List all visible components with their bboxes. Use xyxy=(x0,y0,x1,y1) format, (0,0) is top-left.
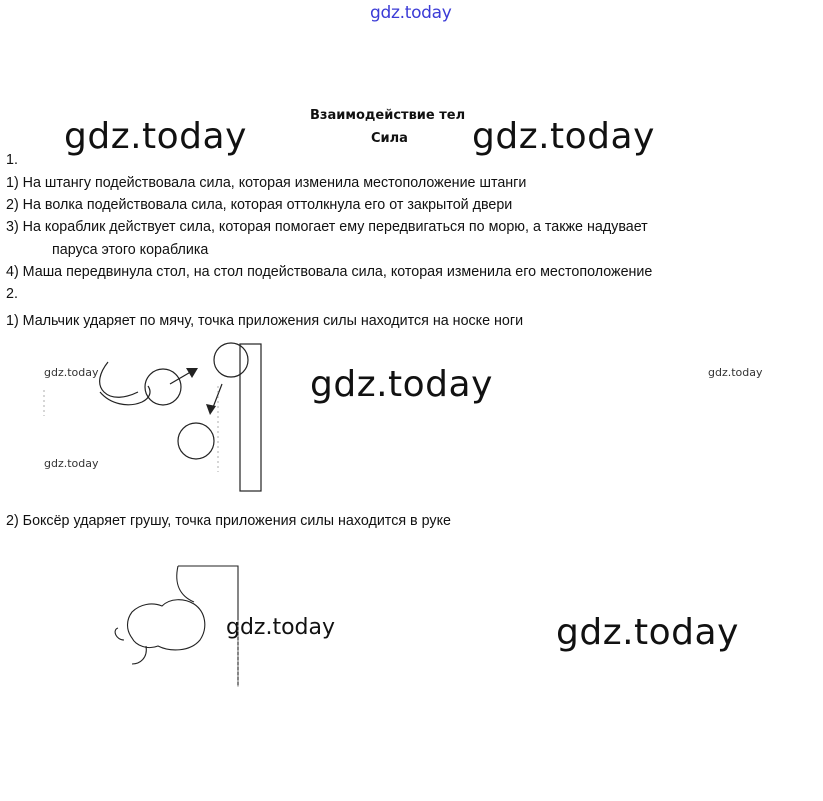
watermark-large: gdz.today xyxy=(64,116,247,157)
watermark-top: gdz.today xyxy=(370,3,452,23)
answer-line: 1) На штангу подействовала сила, которая изменила местоположение штанги xyxy=(6,175,527,191)
punching-bag xyxy=(178,566,238,686)
watermark-small: gdz.today xyxy=(44,366,99,379)
page-title: Взаимодействие тел xyxy=(310,108,466,123)
watermark-large: gdz.today xyxy=(556,612,739,653)
answer-line: 3) На кораблик действует сила, которая помогает ему передвигаться по морю, а также надувает xyxy=(6,219,648,235)
watermark-large: gdz.today xyxy=(310,364,493,405)
answer-line: паруса этого кораблика xyxy=(52,242,209,258)
watermark-small: gdz.today xyxy=(44,457,99,470)
section-number: 1. xyxy=(6,152,18,168)
page-subtitle: Сила xyxy=(371,131,408,146)
answer-line: 4) Маша передвинула стол, на стол подействовала сила, которая изменила его местоположение xyxy=(6,264,653,280)
watermark-small: gdz.today xyxy=(708,366,763,379)
boxer-sketch xyxy=(128,600,205,650)
watermark-medium: gdz.today xyxy=(226,615,336,640)
watermark-large: gdz.today xyxy=(472,116,655,157)
answer-line: 2) На волка подействовала сила, которая оттолкнула его от закрытой двери xyxy=(6,197,513,213)
answer-line: 2) Боксёр ударяет грушу, точка приложения силы находится в руке xyxy=(6,513,451,529)
section-number: 2. xyxy=(6,286,18,302)
answer-line: 1) Мальчик ударяет по мячу, точка приложения силы находится на носке ноги xyxy=(6,313,524,329)
